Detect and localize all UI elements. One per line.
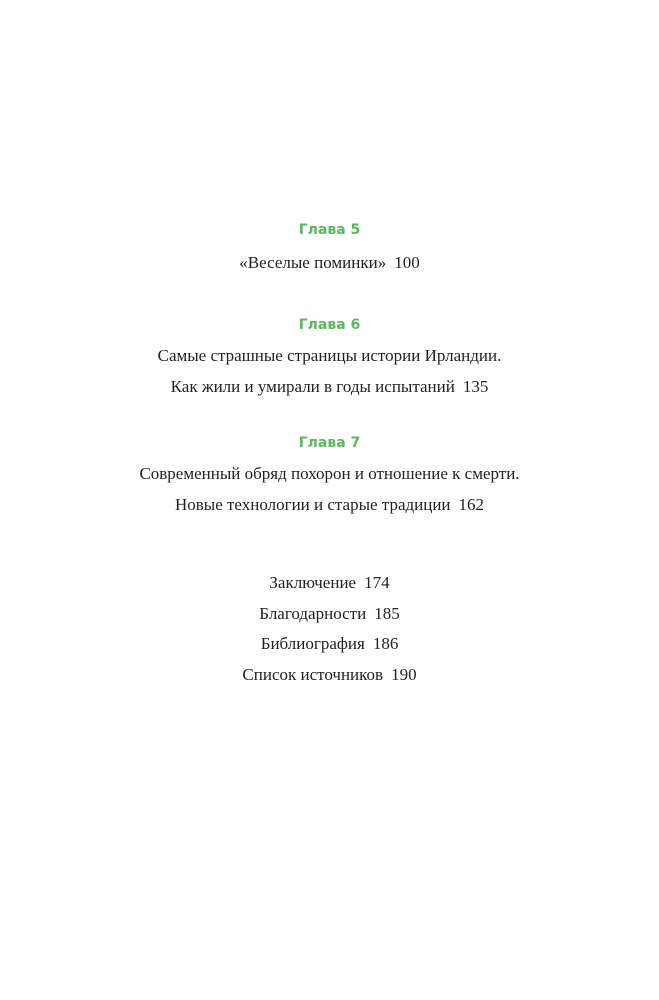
chapter-6-page: 135	[462, 377, 489, 396]
back-matter-page: 185	[374, 604, 400, 623]
back-matter-title: Список источников	[242, 665, 384, 684]
chapter-7-title-line-2: Новые технологии и старые традиции	[174, 495, 451, 514]
back-matter-acknowledgements	[0, 604, 659, 624]
back-matter-page: 190	[391, 665, 417, 684]
back-matter-sources	[0, 665, 659, 685]
chapter-5-title	[0, 253, 659, 273]
chapter-6-title-line-2: Как жили и умирали в годы испытаний	[170, 377, 455, 396]
back-matter-conclusion	[0, 573, 659, 593]
chapter-5-page: 100	[394, 253, 420, 272]
back-matter-title: Библиография	[260, 634, 365, 653]
chapter-7-page: 162	[458, 495, 485, 514]
back-matter-page: 174	[364, 573, 390, 592]
chapter-6-title-line-2-row	[0, 377, 659, 397]
chapter-6-label: Глава 6	[298, 317, 361, 333]
back-matter-bibliography	[0, 634, 659, 654]
chapter-5-title-line-1: «Веселые поминки»	[239, 253, 387, 272]
chapter-7-title-line-1: Современный обряд похорон и отношение к смерти.	[139, 464, 520, 483]
back-matter-title: Заключение	[269, 573, 357, 592]
back-matter-page: 186	[372, 634, 399, 653]
chapter-7-title-line-2-row	[0, 495, 659, 515]
chapter-7-label: Глава 7	[298, 435, 361, 451]
back-matter-title: Благодарности	[259, 604, 367, 623]
chapter-5-label: Глава 5	[298, 222, 361, 238]
chapter-6-title-line-1: Самые страшные страницы истории Ирландии.	[157, 346, 502, 365]
